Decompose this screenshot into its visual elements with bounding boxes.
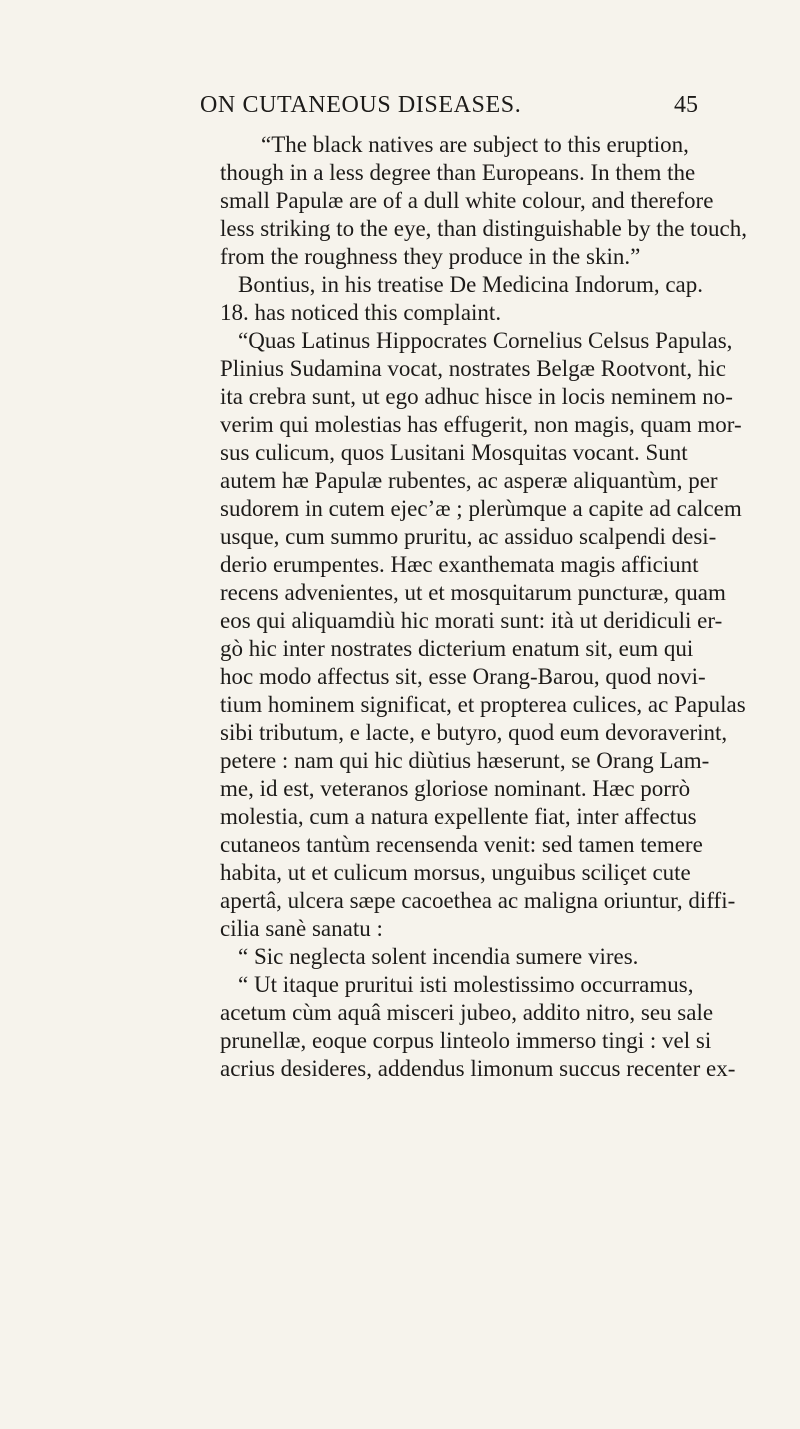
text-line: ita crebra sunt, ut ego adhuc hisce in locis neminem no- [220,384,733,409]
text-line: “ Ut itaque pruritui isti molestissimo occurramus, [238,972,694,997]
text-line: “ Sic neglecta solent incendia sumere vires. [238,944,639,969]
text-line: though in a less degree than Europeans. In them the [220,160,696,185]
text-line: acetum cùm aquâ misceri jubeo, addito nitro, seu sale [220,1000,714,1025]
text-line: me, id est, veteranos gloriose nominant. Hæc porrò [220,776,691,801]
text-line: 18. has noticed this complaint. [220,300,502,325]
text-line: sibi tributum, e lacte, e butyro, quod eum devoraverint, [220,720,728,745]
text-line: eos qui aliquamdiù hic morati sunt: ità ut deridiculi er- [220,608,723,633]
text-line: verim qui molestias has effugerit, non magis, quam mor- [220,412,742,437]
text-line: less striking to the eye, than distinguishable by the touch, [220,216,748,241]
text-line: cutaneos tantùm recensenda venit: sed tamen temere [220,832,703,857]
text-line: acrius desideres, addendus limonum succus recenter ex- [220,1056,736,1081]
page-number: 45 [674,92,698,118]
text-line: usque, cum summo pruritu, ac assiduo scalpendi desi- [220,524,717,549]
text-line: tium hominem significat, et propterea culices, ac Papulas [220,692,746,717]
text-line: small Papulæ are of a dull white colour, and therefore [220,188,714,213]
text-line: autem hæ Papulæ rubentes, ac asperæ aliquantùm, per [220,468,718,493]
running-head [0,92,800,124]
text-line: “The black natives are subject to this eruption, [261,132,689,157]
text-line: cilia sanè sanatu : [220,916,383,941]
text-line: prunellæ, eoque corpus linteolo immerso tingi : vel si [220,1028,712,1053]
text-line: derio erumpentes. Hæc exanthemata magis afficiunt [220,552,699,577]
text-line: recens advenientes, ut et mosquitarum puncturæ, quam [220,580,726,605]
text-line: gò hic inter nostrates dicterium enatum sit, eum qui [220,636,694,661]
text-line: apertâ, ulcera sæpe cacoethea ac maligna oriuntur, diffi- [220,888,736,913]
running-title: ON CUTANEOUS DISEASES. [200,92,522,118]
text-line: “Quas Latinus Hippocrates Cornelius Celsus Papulas, [238,328,733,353]
text-line: Plinius Sudamina vocat, nostrates Belgæ Rootvont, hic [220,356,726,381]
text-line: from the roughness they produce in the skin.” [220,244,641,269]
text-line: habita, ut et culicum morsus, unguibus sciliçet cute [220,860,691,885]
text-line: sudorem in cutem ejec’æ ; plerùmque a capite ad calcem [220,496,742,521]
text-line: hoc modo affectus sit, esse Orang-Barou, quod novi- [220,664,706,689]
text-line: petere : nam qui hic diùtius hæserunt, se Orang Lam- [220,748,710,773]
text-line: molestia, cum a natura expellente fiat, inter affectus [220,804,697,829]
text-line: sus culicum, quos Lusitani Mosquitas vocant. Sunt [220,440,688,465]
text-line: Bontius, in his treatise De Medicina Indorum, cap. [238,272,704,297]
